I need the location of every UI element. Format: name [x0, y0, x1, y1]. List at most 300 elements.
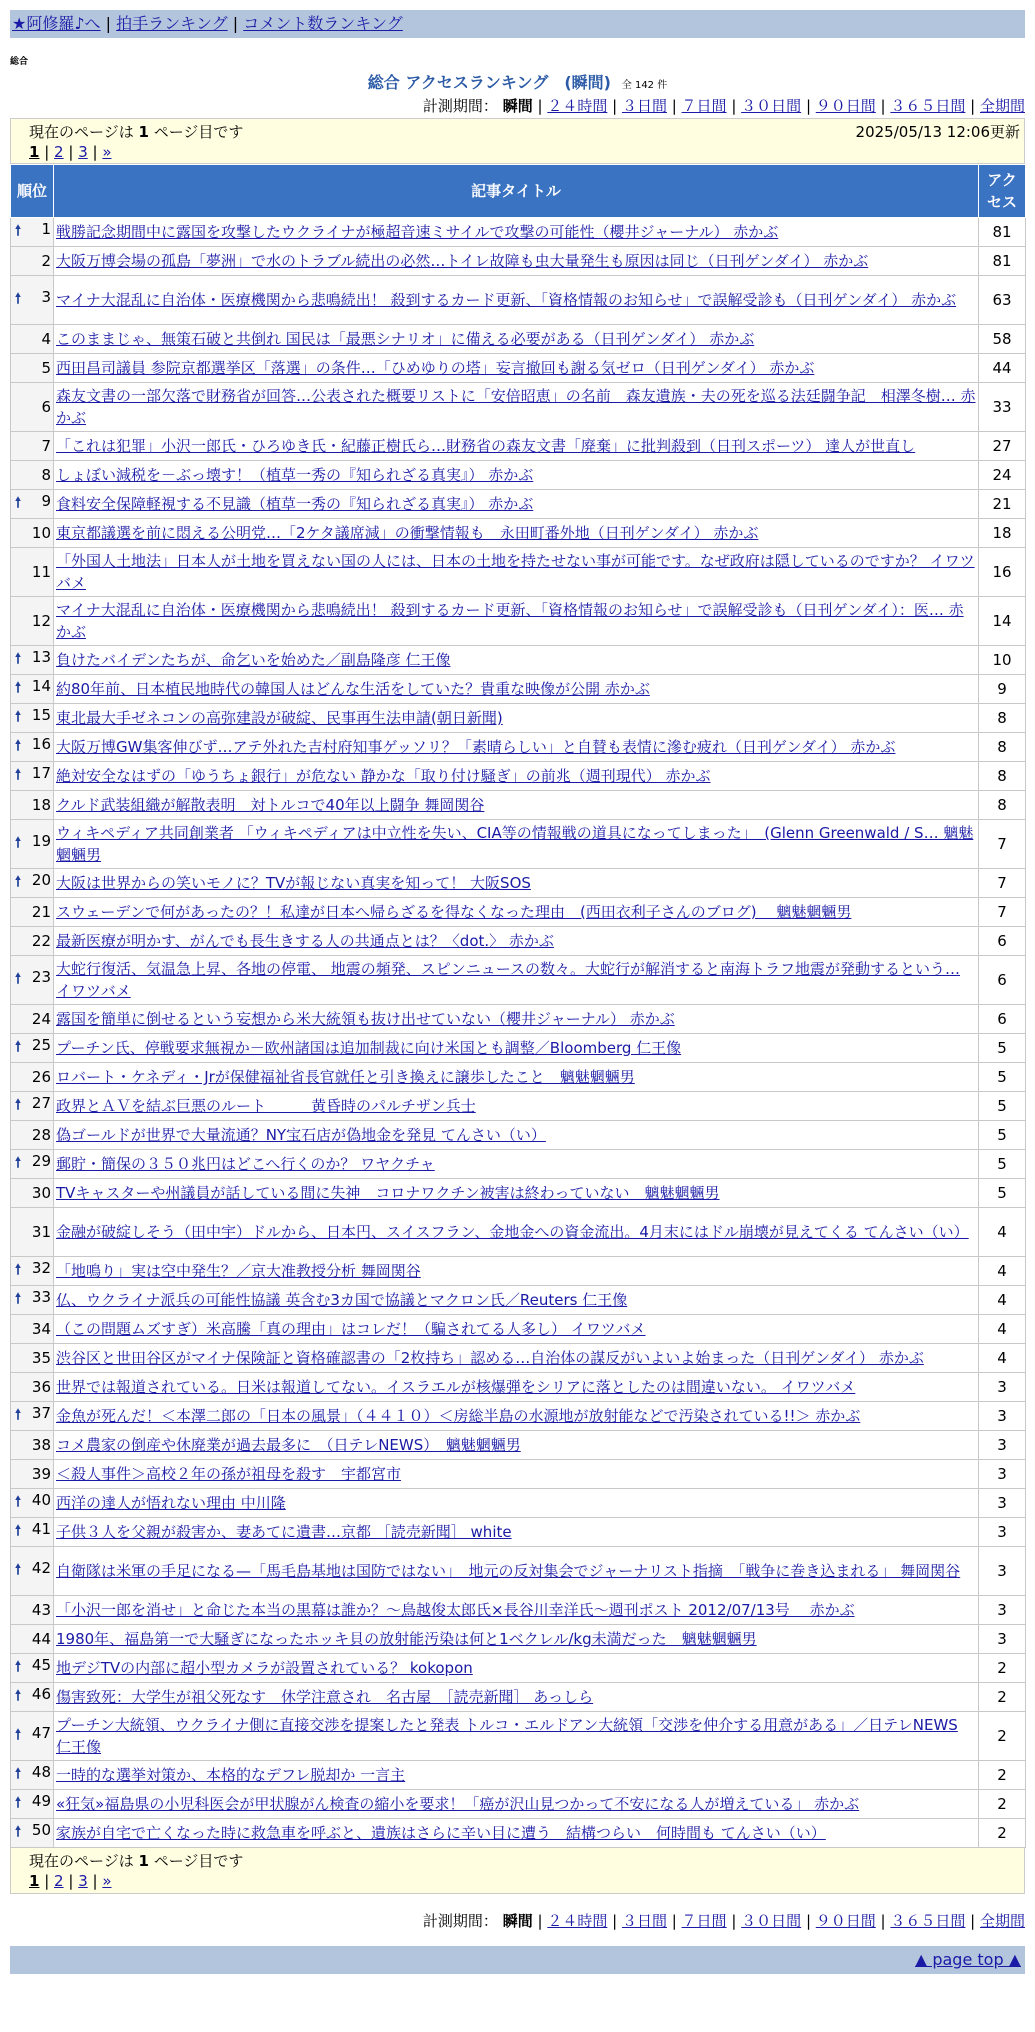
article-link[interactable]: 東京都議選を前に悶える公明党…「2ケタ議席減」の衝撃情報も 永田町番外地（日刊ゲンダイ） 赤かぶ: [56, 524, 759, 542]
up-arrow-icon: 🠕: [15, 1494, 22, 1510]
table-row: [11, 1092, 1026, 1121]
article-link[interactable]: 露国を簡単に倒せるという妄想から米大統領も抜け出せていない（櫻井ジャーナル） 赤かぶ: [56, 1010, 675, 1028]
rank-number: 37: [31, 1404, 51, 1422]
table-row: [11, 956, 1026, 1005]
table-row: [11, 898, 1026, 927]
separator: |: [666, 1912, 682, 1930]
title-cell: [54, 1092, 979, 1121]
period-link[interactable]: ３日間: [621, 1912, 667, 1930]
access-count: 14: [979, 597, 1026, 646]
rank-cell: [11, 1683, 54, 1712]
table-row: [11, 597, 1026, 646]
page-status-text: 現在のページは: [29, 123, 134, 141]
title-cell: [54, 1547, 979, 1596]
table-row: [11, 218, 1026, 247]
rank-cell: [11, 675, 54, 704]
rank-number: 35: [31, 1349, 51, 1367]
period-link[interactable]: ９０日間: [815, 1912, 876, 1930]
period-selector-bottom: [10, 1908, 1025, 1934]
page-list: [44, 143, 111, 161]
title-cell: [54, 1654, 979, 1683]
title-cell: [54, 1712, 979, 1761]
rank-cell: [11, 1208, 54, 1257]
title-cell: [54, 1819, 979, 1848]
article-link[interactable]: «狂気»福島県の小児科医会が甲状腺がん検査の縮小を要求！「癌が沢山見つかって不安になる人が増えている」 赤かぶ: [56, 1795, 860, 1813]
article-link[interactable]: スウェーデンで何があったの？！私達が日本へ帰らざるを得なくなった理由 (西田衣利子さんのブログ) 魑魅魍魎男: [56, 903, 852, 921]
rank-number: 10: [31, 524, 51, 542]
period-link[interactable]: ２４時間: [547, 97, 608, 115]
separator: |: [87, 1872, 103, 1890]
table-row: [11, 1654, 1026, 1683]
article-link[interactable]: 大阪万博GW集客伸びず…アテ外れた吉村府知事ゲッソリ？「素晴らしい」と自賛も表情に滲む疲れ（日刊ゲンダイ） 赤かぶ: [56, 738, 896, 756]
article-link[interactable]: 「小沢一郎を消せ」と命じた本当の黒幕は誰か？〜鳥越俊太郎氏×長谷川幸洋氏〜週刊ポスト 2012/07/13号 赤かぶ: [56, 1601, 855, 1619]
table-row: [11, 1344, 1026, 1373]
access-count: 6: [979, 956, 1026, 1005]
table-row: [11, 1819, 1026, 1848]
separator: |: [105, 14, 112, 33]
rank-cell: [11, 490, 54, 519]
rank-number: 48: [31, 1763, 51, 1781]
separator: |: [63, 1872, 79, 1890]
period-label: 計測期間：: [422, 1912, 498, 1930]
article-link[interactable]: 郵貯・簡保の３５０兆円はどこへ行くのか？ ワヤクチャ: [56, 1155, 435, 1173]
period-link[interactable]: 全期間: [979, 97, 1025, 115]
table-row: [11, 1596, 1026, 1625]
access-count: 16: [979, 548, 1026, 597]
period-link[interactable]: ３日間: [621, 97, 667, 115]
access-count: 3: [979, 1518, 1026, 1547]
rank-cell: [11, 325, 54, 354]
table-row: [11, 1489, 1026, 1518]
rank-number: 6: [41, 398, 51, 416]
home-link[interactable]: ★阿修羅♪へ: [12, 14, 101, 33]
access-count: 9: [979, 675, 1026, 704]
rank-number: 3: [41, 288, 51, 306]
access-count: 6: [979, 1005, 1026, 1034]
up-arrow-icon: 🠕: [15, 1766, 22, 1782]
title-cell: [54, 1761, 979, 1790]
article-link[interactable]: 食料安全保障軽視する不見識（植草一秀の『知られざる真実』） 赤かぶ: [56, 495, 534, 513]
up-arrow-icon: 🠕: [15, 1039, 22, 1055]
period-links: [538, 1912, 1026, 1930]
article-link[interactable]: 森友文書の一部欠落で財務省が回答…公表された概要リストに「安倍昭恵」の名前 森友遺族・夫の死を巡る法廷闘争記 相澤冬樹… 赤かぶ: [56, 387, 976, 427]
table-row: [11, 1179, 1026, 1208]
up-arrow-icon: 🠕: [15, 1155, 22, 1171]
title-cell: [54, 1005, 979, 1034]
access-count: 8: [979, 762, 1026, 791]
title-cell: [54, 1431, 979, 1460]
rank-number: 30: [31, 1184, 51, 1202]
rank-cell: [11, 1257, 54, 1286]
rank-number: 9: [41, 492, 51, 510]
up-arrow-icon: 🠕: [15, 709, 22, 725]
up-arrow-icon: 🠕: [15, 1824, 22, 1840]
table-row: [11, 1460, 1026, 1489]
rank-cell: [11, 1761, 54, 1790]
access-count: 7: [979, 820, 1026, 869]
article-link[interactable]: 西田昌司議員 参院京都選挙区「落選」の条件…「ひめゆりの塔」妄言撤回も謝る気ゼロ（日刊ゲンダイ） 赤かぶ: [56, 359, 815, 377]
article-link[interactable]: 戦勝記念期間中に露国を攻撃したウクライナが極超音速ミサイルで攻撃の可能性（櫻井ジャーナル） 赤かぶ: [56, 223, 779, 241]
page-link[interactable]: 2: [54, 1872, 64, 1890]
article-link[interactable]: 金融が破綻しそう（田中宇）ドルから、日本円、スイスフラン、金地金への資金流出。4月末にはドル崩壊が見えてくる てんさい（い）: [56, 1223, 969, 1241]
rank-cell: [11, 1489, 54, 1518]
article-link[interactable]: 大阪は世界からの笑いモノに？TVが報じない真実を知って！ 大阪SOS: [56, 874, 531, 892]
article-link[interactable]: 最新医療が明かす、がんでも長生きする人の共通点とは？〈dot.〉 赤かぶ: [56, 932, 554, 950]
rank-number: 11: [31, 563, 51, 581]
title-cell: [54, 675, 979, 704]
rank-number: 20: [31, 871, 51, 889]
separator: |: [607, 1912, 622, 1930]
up-arrow-icon: 🠕: [15, 1795, 22, 1811]
rank-number: 21: [31, 903, 51, 921]
separator: |: [875, 97, 891, 115]
article-link[interactable]: マイナ大混乱に自治体・医療機関から悲鳴続出！ 殺到するカード更新、「資格情報のお知らせ」で誤解受診も（日刊ゲンダイ） 赤かぶ: [56, 291, 957, 309]
rank-number: 38: [31, 1436, 51, 1454]
rank-cell: [11, 820, 54, 869]
page-link[interactable]: 3: [78, 143, 88, 161]
title-cell: [54, 956, 979, 1005]
article-link[interactable]: 偽ゴールドが世界で大量流通？NY宝石店が偽地金を発見 てんさい（い）: [56, 1126, 546, 1144]
access-count: 10: [979, 646, 1026, 675]
table-row: [11, 1790, 1026, 1819]
title-cell: [54, 519, 979, 548]
separator: |: [607, 97, 622, 115]
page-status-text: ページ目です: [153, 123, 244, 141]
period-link[interactable]: ３０日間: [741, 1912, 802, 1930]
access-count: 3: [979, 1373, 1026, 1402]
article-link[interactable]: しょぼい減税を－ぶっ壊す！（植草一秀の『知られざる真実』） 赤かぶ: [56, 466, 534, 484]
article-link[interactable]: ＜殺人事件＞高校２年の孫が祖母を殺す 宇都宮市: [56, 1465, 402, 1483]
rank-cell: [11, 646, 54, 675]
pager-bottom: [10, 1848, 1025, 1894]
table-row: [11, 791, 1026, 820]
separator: |: [44, 1872, 55, 1890]
period-link[interactable]: ７日間: [681, 1912, 727, 1930]
page-status-number: 1: [138, 1852, 149, 1870]
access-count: 5: [979, 1092, 1026, 1121]
title-cell: [54, 1402, 979, 1431]
table-row: [11, 1257, 1026, 1286]
separator: |: [44, 143, 55, 161]
access-count: 4: [979, 1344, 1026, 1373]
article-link[interactable]: 「外国人土地法」日本人が土地を買えない国の人には、日本の土地を持たせない事が可能です。なぜ政府は隠しているのですか？ イワツバメ: [56, 552, 975, 592]
column-header-access: アクセス: [979, 165, 1026, 218]
rank-number: 31: [31, 1223, 51, 1241]
access-count: 81: [979, 218, 1026, 247]
article-link[interactable]: TVキャスターや州議員が話している間に失神 コロナワクチン被害は終わっていない 魑魅魍魎男: [56, 1184, 720, 1202]
separator: |: [537, 1912, 548, 1930]
article-link[interactable]: 自衛隊は米軍の手足になる—「馬毛島基地は国防ではない」 地元の反対集会でジャーナリスト指摘 「戦争に巻き込まれる」 舞岡関谷: [56, 1562, 961, 1580]
article-link[interactable]: 大阪万博会場の孤島「夢洲」で水のトラブル続出の必然…トイレ故障も虫大量発生も原因は同じ（日刊ゲンダイ） 赤かぶ: [56, 252, 869, 270]
article-link[interactable]: クルド武装組織が解散表明 対トルコで40年以上闘争 舞岡関谷: [56, 796, 485, 814]
up-arrow-icon: 🠕: [15, 1523, 22, 1539]
rank-number: 12: [31, 612, 51, 630]
separator: |: [63, 143, 79, 161]
article-link[interactable]: 傷害致死：大学生が祖父死なす 休学注意され 名古屋 ［読売新聞］ あっしら: [56, 1688, 594, 1706]
access-count: 3: [979, 1431, 1026, 1460]
table-row: [11, 1683, 1026, 1712]
period-selector: [10, 94, 1025, 118]
rank-number: 34: [31, 1320, 51, 1338]
up-arrow-icon: 🠕: [15, 495, 22, 511]
access-count: 21: [979, 490, 1026, 519]
comment-ranking-link[interactable]: コメント数ランキング: [243, 14, 403, 33]
article-link[interactable]: プーチン氏、停戦要求無視か－欧州諸国は追加制裁に向け米国とも調整／Bloomberg 仁王像: [56, 1039, 682, 1057]
period-link[interactable]: ７日間: [681, 97, 727, 115]
title-cell: [54, 490, 979, 519]
article-link[interactable]: このままじゃ、無策石破と共倒れ 国民は「最悪シナリオ」に備える必要がある（日刊ゲンダイ） 赤かぶ: [56, 330, 755, 348]
title-cell: [54, 1315, 979, 1344]
title-cell: [54, 733, 979, 762]
article-link[interactable]: 仏、ウクライナ派兵の可能性協議 英含む3カ国で協議とマクロン氏／Reuters 仁王像: [56, 1291, 628, 1309]
rank-number: 8: [41, 466, 51, 484]
table-row: [11, 820, 1026, 869]
rank-cell: [11, 1063, 54, 1092]
table-row: [11, 733, 1026, 762]
page-status-number: 1: [138, 123, 149, 141]
table-row: [11, 1625, 1026, 1654]
article-link[interactable]: プーチン大統領、ウクライナ側に直接交渉を提案したと発表 トルコ・エルドアン大統領「交渉を仲介する用意がある」／日テレNEWS 仁王像: [56, 1716, 958, 1756]
table-header-row: [11, 165, 1026, 218]
access-count: 4: [979, 1257, 1026, 1286]
table-row: [11, 1286, 1026, 1315]
separator: |: [232, 14, 239, 33]
title-cell: [54, 247, 979, 276]
title-cell: [54, 1034, 979, 1063]
up-arrow-icon: 🠕: [15, 874, 22, 890]
rank-cell: [11, 597, 54, 646]
article-link[interactable]: ウィキペディア共同創業者 「ウィキペディアは中立性を失い、CIA等の情報戦の道具になってしまった」 (Glenn Greenwald / S… 魑魅魍魎男: [56, 824, 974, 864]
access-count: 6: [979, 927, 1026, 956]
article-link[interactable]: 「地鳴り」実は空中発生？／京大准教授分析 舞岡関谷: [56, 1262, 421, 1280]
rank-cell: [11, 1179, 54, 1208]
title-cell: [54, 1121, 979, 1150]
column-header-rank: 順位: [11, 165, 54, 218]
up-arrow-icon: 🠕: [15, 291, 22, 307]
page-status-text: 現在のページは: [29, 1852, 134, 1870]
up-arrow-icon: 🠕: [15, 1097, 22, 1113]
next-page-link[interactable]: »: [102, 1872, 112, 1890]
separator: |: [537, 97, 548, 115]
table-row: [11, 1315, 1026, 1344]
table-row: [11, 325, 1026, 354]
title-cell: [54, 1344, 979, 1373]
rank-number: 33: [31, 1288, 51, 1306]
article-link[interactable]: 渋谷区と世田谷区がマイナ保険証と資格確認書の「2枚持ち」認める…自治体の謀反がいよいよ始まった（日刊ゲンダイ） 赤かぶ: [56, 1349, 924, 1367]
access-count: 2: [979, 1712, 1026, 1761]
table-row: [11, 869, 1026, 898]
period-link[interactable]: ２４時間: [547, 1912, 608, 1930]
table-row: [11, 646, 1026, 675]
rank-cell: [11, 733, 54, 762]
table-row: [11, 1005, 1026, 1034]
title-cell: [54, 1625, 979, 1654]
rank-cell: [11, 548, 54, 597]
period-links: [538, 97, 1026, 115]
rank-cell: [11, 1790, 54, 1819]
page-link[interactable]: 2: [54, 143, 64, 161]
article-link[interactable]: 「これは犯罪」小沢一郎氏・ひろゆき氏・紀藤正樹氏ら…財務省の森友文書「廃棄」に批判殺到（日刊スポーツ） 達人が世直し: [56, 437, 916, 455]
separator: |: [666, 97, 682, 115]
access-count: 3: [979, 1596, 1026, 1625]
period-link[interactable]: ３０日間: [741, 97, 802, 115]
access-count: 5: [979, 1179, 1026, 1208]
access-count: 24: [979, 461, 1026, 490]
title-cell: [54, 646, 979, 675]
rank-cell: [11, 461, 54, 490]
next-page-link[interactable]: »: [102, 143, 112, 161]
access-count: 4: [979, 1208, 1026, 1257]
table-row: [11, 927, 1026, 956]
rank-cell: [11, 383, 54, 432]
rank-number: 19: [31, 832, 51, 850]
access-count: 27: [979, 432, 1026, 461]
access-count: 2: [979, 1761, 1026, 1790]
access-count: 2: [979, 1683, 1026, 1712]
title-cell: [54, 325, 979, 354]
access-count: 58: [979, 325, 1026, 354]
genre-label: 総合: [10, 57, 29, 67]
article-link[interactable]: 世界では報道されている。日米は報道してない。イスラエルが核爆弾をシリアに落としたのは間違いない。 イワツバメ: [56, 1378, 856, 1396]
access-count: 5: [979, 1121, 1026, 1150]
title-cell: [54, 597, 979, 646]
article-link[interactable]: （この問題ムズすぎ）米高騰「真の理由」はコレだ！（騙されてる人多し） イワツバメ: [56, 1320, 646, 1338]
period-current: 瞬間: [502, 97, 533, 115]
page-current: 1: [29, 1872, 40, 1890]
period-link[interactable]: 全期間: [979, 1912, 1025, 1930]
rank-number: 13: [31, 648, 51, 666]
up-arrow-icon: 🠕: [15, 651, 22, 667]
rank-number: 16: [31, 735, 51, 753]
rank-number: 42: [31, 1559, 51, 1577]
column-header-title: 記事タイトル: [54, 165, 979, 218]
up-arrow-icon: 🠕: [15, 971, 22, 987]
page-status: [29, 1851, 1018, 1871]
rank-number: 49: [31, 1792, 51, 1810]
rank-number: 45: [31, 1656, 51, 1674]
rank-number: 15: [31, 706, 51, 724]
article-link[interactable]: 一時的な選挙対策か、本格的なデフレ脱却か 一言主: [56, 1766, 406, 1784]
up-arrow-icon: 🠕: [15, 1659, 22, 1675]
rank-cell: [11, 927, 54, 956]
rank-cell: [11, 354, 54, 383]
access-count: 8: [979, 733, 1026, 762]
page-link[interactable]: 3: [78, 1872, 88, 1890]
title-cell: [54, 1063, 979, 1092]
article-link[interactable]: 1980年、福島第一で大騒ぎになったホッキ貝の放射能汚染は何と1ベクレル/kg未満だった 魑魅魍魎男: [56, 1630, 757, 1648]
rank-number: 27: [31, 1094, 51, 1112]
pager-top: [10, 118, 1025, 164]
title-cell: [54, 1790, 979, 1819]
clap-ranking-link[interactable]: 拍手ランキング: [116, 14, 228, 33]
access-count: 33: [979, 383, 1026, 432]
title-cell: [54, 383, 979, 432]
title-cell: [54, 1596, 979, 1625]
page-status-text: ページ目です: [153, 1852, 244, 1870]
table-row: [11, 1402, 1026, 1431]
rank-cell: [11, 1092, 54, 1121]
article-link[interactable]: 東北最大手ゼネコンの高弥建設が破綻、民事再生法申請(朝日新聞): [56, 709, 503, 727]
title-cell: [54, 1489, 979, 1518]
table-row: [11, 1034, 1026, 1063]
rank-number: 46: [31, 1685, 51, 1703]
article-link[interactable]: ロバート・ケネディ・Jrが保健福祉省長官就任と引き換えに譲歩したこと 魑魅魍魎男: [56, 1068, 635, 1086]
table-row: [11, 519, 1026, 548]
title-cell: [54, 218, 979, 247]
rank-cell: [11, 1315, 54, 1344]
period-link[interactable]: ３６５日間: [890, 97, 966, 115]
rank-number: 18: [31, 796, 51, 814]
page-top-link[interactable]: ▲ page top ▲: [914, 1950, 1021, 1969]
title-cell: [54, 432, 979, 461]
period-link[interactable]: ３６５日間: [890, 1912, 966, 1930]
article-link[interactable]: 負けたバイデンたちが、命乞いを始めた／副島隆彦 仁王像: [56, 651, 451, 669]
access-count: 8: [979, 791, 1026, 820]
article-link[interactable]: 家族が自宅で亡くなった時に救急車を呼ぶと、遺族はさらに辛い目に遭う 結構つらい 何時間も てんさい（い）: [56, 1824, 826, 1842]
rank-number: 44: [31, 1630, 51, 1648]
article-link[interactable]: 約80年前、日本植民地時代の韓国人はどんな生活をしていた？貴重な映像が公開 赤かぶ: [56, 680, 650, 698]
period-link[interactable]: ９０日間: [815, 97, 876, 115]
access-count: 3: [979, 1547, 1026, 1596]
article-link[interactable]: 大蛇行復活、気温急上昇、各地の停電、 地震の頻発、スピンニュースの数々。大蛇行が解消すると南海トラフ地震が発動するという… イワツバメ: [56, 960, 961, 1000]
rank-number: 43: [31, 1601, 51, 1619]
up-arrow-icon: 🠕: [15, 1562, 22, 1578]
article-link[interactable]: 金魚が死んだ！＜本澤二郎の「日本の風景」（４４１０）＜房総半島の水源地が放射能などで汚染されている!!＞ 赤かぶ: [56, 1407, 861, 1425]
rank-number: 2: [41, 252, 51, 270]
table-row: [11, 247, 1026, 276]
access-count: 5: [979, 1150, 1026, 1179]
rank-cell: [11, 432, 54, 461]
rank-number: 29: [31, 1152, 51, 1170]
top-nav-bar: [10, 10, 1025, 38]
up-arrow-icon: 🠕: [15, 223, 22, 239]
title-cell: [54, 276, 979, 325]
title-cell: [54, 762, 979, 791]
period-current: 瞬間: [502, 1912, 533, 1930]
access-count: 3: [979, 1625, 1026, 1654]
access-count: 3: [979, 1489, 1026, 1518]
rank-number: 40: [31, 1491, 51, 1509]
separator: |: [87, 143, 103, 161]
ranking-heading: [10, 72, 1025, 94]
article-link[interactable]: 絶対安全なはずの「ゆうちょ銀行」が危ない 静かな「取り付け騒ぎ」の前兆（週刊現代） 赤かぶ: [56, 767, 711, 785]
article-link[interactable]: 子供３人を父親が殺害か、妻あてに遺書…京都 ［読売新聞］ white: [56, 1523, 512, 1541]
rank-number: 23: [31, 968, 51, 986]
article-link[interactable]: コメ農家の倒産や休廃業が過去最多に （日テレNEWS） 魑魅魍魎男: [56, 1436, 521, 1454]
article-link[interactable]: 政界とＡＶを結ぶ巨悪のルート 黄昏時のパルチザン兵士: [56, 1097, 476, 1115]
table-row: [11, 548, 1026, 597]
table-row: [11, 490, 1026, 519]
rank-number: 26: [31, 1068, 51, 1086]
rank-cell: [11, 956, 54, 1005]
table-row: [11, 1208, 1026, 1257]
table-row: [11, 354, 1026, 383]
table-row: [11, 1761, 1026, 1790]
title-cell: [54, 548, 979, 597]
article-link[interactable]: 地デジTVの内部に超小型カメラが設置されている？ kokopon: [56, 1659, 473, 1677]
rank-cell: [11, 1373, 54, 1402]
title-cell: [54, 1373, 979, 1402]
up-arrow-icon: 🠕: [15, 738, 22, 754]
article-link[interactable]: マイナ大混乱に自治体・医療機関から悲鳴続出！ 殺到するカード更新、「資格情報のお知らせ」で誤解受診も（日刊ゲンダイ）：医… 赤かぶ: [56, 601, 964, 641]
rank-number: 4: [41, 330, 51, 348]
up-arrow-icon: 🠕: [15, 1727, 22, 1743]
title-cell: [54, 1257, 979, 1286]
ranking-table: [10, 164, 1026, 1848]
table-row: [11, 675, 1026, 704]
table-row: [11, 432, 1026, 461]
article-link[interactable]: 西洋の達人が悟れない理由 中川隆: [56, 1494, 286, 1512]
